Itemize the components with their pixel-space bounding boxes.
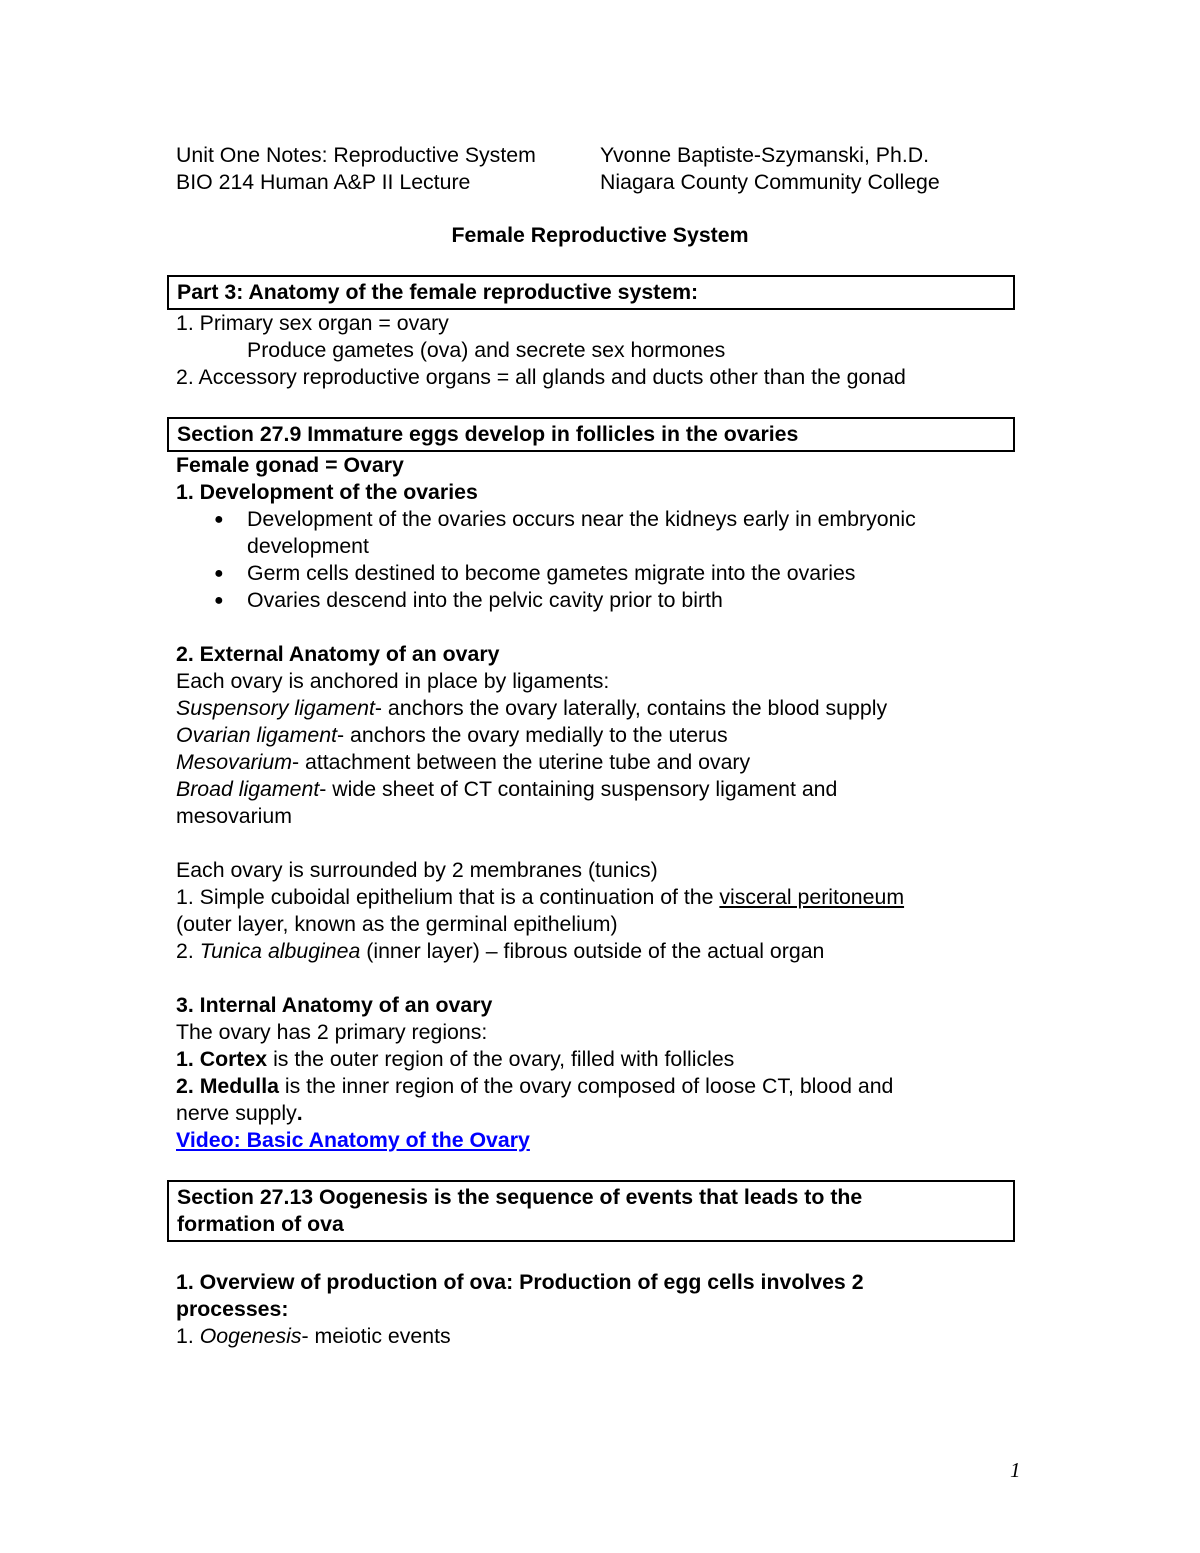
bullet-icon: ●: [214, 565, 224, 582]
ligament-suspensory: Suspensory ligament- anchors the ovary laterally, contains the blood supply: [176, 696, 888, 720]
page-title: Female Reproductive System: [451, 223, 749, 247]
part3-heading-box: [167, 275, 1015, 310]
region-cortex: 1. Cortex is the outer region of the ovary, filled with follicles: [176, 1047, 735, 1071]
ligament-broad: Broad ligament- wide sheet of CT containing suspensory ligament and: [176, 777, 838, 801]
page-number: 1: [1010, 1458, 1021, 1482]
ligaments-intro: Each ovary is anchored in place by ligaments:: [176, 669, 610, 693]
list-item-continuation: development: [247, 534, 369, 558]
list-item: ● Germ cells destined to become gametes migrate into the ovaries: [214, 561, 856, 585]
course-unit-title: Unit One Notes: Reproductive System: [176, 143, 536, 167]
ligament-mesovarium: Mesovarium- attachment between the uterine tube and ovary: [176, 750, 751, 774]
part3-heading: Part 3: Anatomy of the female reproductive system:: [177, 280, 699, 304]
section-27-9-heading: Section 27.9 Immature eggs develop in follicles in the ovaries: [177, 422, 799, 446]
author-name: Yvonne Baptiste-Szymanski, Ph.D.: [600, 143, 930, 167]
oogenesis-item: 1. Oogenesis- meiotic events: [176, 1324, 451, 1348]
ligament-ovarian: Ovarian ligament- anchors the ovary medially to the uterus: [176, 723, 728, 747]
tunic-2: 2. Tunica albuginea (inner layer) – fibrous outside of the actual organ: [176, 939, 825, 963]
visceral-peritoneum-term: visceral peritoneum: [719, 885, 905, 909]
development-heading: 1. Development of the ovaries: [176, 480, 478, 504]
female-gonad-heading: Female gonad = Ovary: [176, 453, 404, 477]
video-link[interactable]: Video: Basic Anatomy of the Ovary: [176, 1128, 530, 1152]
video-link-row: [176, 1127, 1046, 1154]
overview-heading-continuation: processes:: [176, 1297, 289, 1321]
bullet-icon: ●: [214, 511, 224, 528]
page-content: [176, 142, 1046, 1350]
development-list: [176, 506, 1046, 614]
region-medulla-continuation: nerve supply.: [176, 1101, 303, 1125]
overview-heading: 1. Overview of production of ova: Production of egg cells involves 2: [176, 1270, 864, 1294]
section-27-13-heading-line2: formation of ova: [177, 1212, 344, 1236]
course-name: BIO 214 Human A&P II Lecture: [176, 170, 471, 194]
list-item: ● Ovaries descend into the pelvic cavity prior to birth: [214, 588, 723, 612]
institution-name: Niagara County Community College: [600, 170, 940, 194]
region-medulla: 2. Medulla is the inner region of the ovary composed of loose CT, blood and: [176, 1074, 894, 1098]
header-row-2: [176, 169, 1046, 196]
tunic-1: 1. Simple cuboidal epithelium that is a continuation of the visceral peritoneum: [176, 885, 905, 909]
accessory-organs: 2. Accessory reproductive organs = all glands and ducts other than the gonad: [176, 365, 906, 389]
section-27-9-heading-box: [167, 417, 1015, 452]
header-row-1: [176, 142, 1046, 169]
tunic-1-continuation: (outer layer, known as the germinal epithelium): [176, 912, 618, 936]
section-27-13-heading-box: [167, 1180, 1015, 1242]
primary-sex-organ-function: Produce gametes (ova) and secrete sex hormones: [247, 338, 726, 362]
tunics-intro: Each ovary is surrounded by 2 membranes (tunics): [176, 858, 658, 882]
external-anatomy-heading: 2. External Anatomy of an ovary: [176, 642, 500, 666]
section-27-13-heading-line1: Section 27.13 Oogenesis is the sequence of events that leads to the: [177, 1185, 863, 1209]
internal-anatomy-heading: 3. Internal Anatomy of an ovary: [176, 993, 493, 1017]
primary-sex-organ: 1. Primary sex organ = ovary: [176, 311, 449, 335]
list-item: ● Development of the ovaries occurs near the kidneys early in embryonic: [214, 507, 916, 531]
ligament-broad-continuation: mesovarium: [176, 804, 292, 828]
regions-intro: The ovary has 2 primary regions:: [176, 1020, 488, 1044]
bullet-icon: ●: [214, 592, 224, 609]
